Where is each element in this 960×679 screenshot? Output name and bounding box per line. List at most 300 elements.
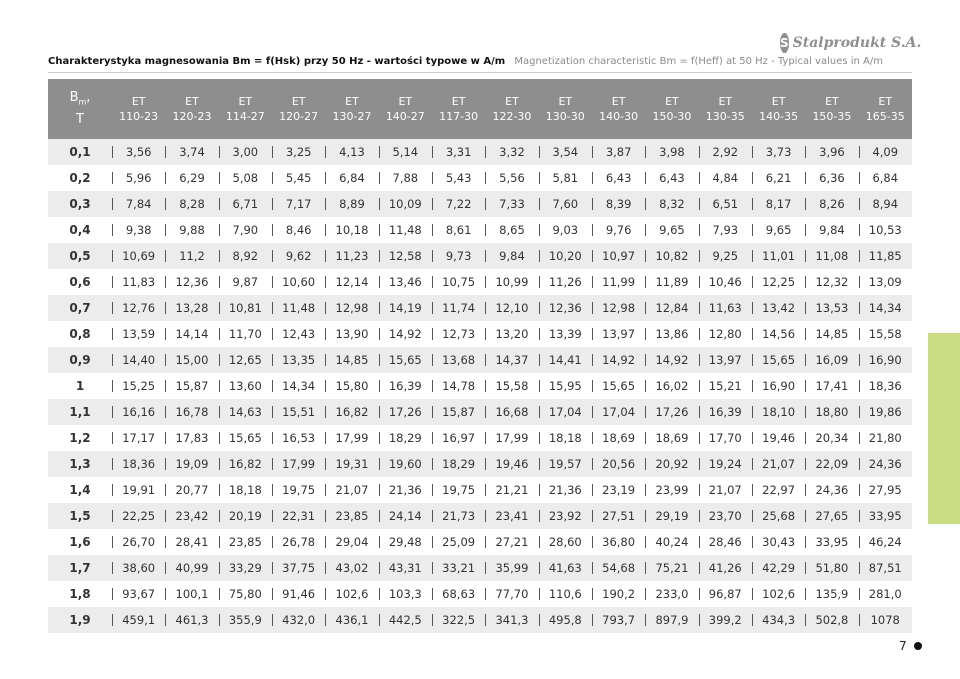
header-column-grade: 150-35	[812, 110, 852, 123]
table-cell: 15,80	[325, 373, 378, 399]
table-cell: 12,80	[699, 321, 752, 347]
header-column-grade: 110-23	[119, 110, 159, 123]
table-cell: 30,43	[752, 529, 805, 555]
table-cell: 10,09	[379, 191, 432, 217]
table-cell: 16,09	[805, 347, 858, 373]
table-cell: 23,42	[165, 503, 218, 529]
table-cell: 9,73	[432, 243, 485, 269]
table-cell: 12,98	[592, 295, 645, 321]
title-english: Magnetization characteristic Bm = f(Heff) at 50 Hz - Typical values in A/m	[514, 56, 883, 67]
row-cells	[112, 607, 912, 633]
table-cell: 13,59	[112, 321, 165, 347]
table-cell: 21,36	[379, 477, 432, 503]
table-cell: 23,41	[485, 503, 538, 529]
table-cell: 20,56	[592, 451, 645, 477]
table-cell: 9,88	[165, 217, 218, 243]
table-cell: 19,46	[752, 425, 805, 451]
table-cell: 27,21	[485, 529, 538, 555]
table-cell: 22,31	[272, 503, 325, 529]
table-cell: 19,86	[859, 399, 912, 425]
table-cell: 18,29	[379, 425, 432, 451]
table-cell: 3,31	[432, 139, 485, 165]
header-column	[379, 79, 432, 139]
table-cell: 14,92	[592, 347, 645, 373]
side-accent-bar	[928, 333, 960, 524]
table-cell: 14,19	[379, 295, 432, 321]
table-cell: 5,81	[539, 165, 592, 191]
header-column-grade: 122-30	[492, 110, 532, 123]
header-column	[112, 79, 165, 139]
table-cell: 41,63	[539, 555, 592, 581]
table-cell: 13,97	[592, 321, 645, 347]
table-cell: 9,76	[592, 217, 645, 243]
table-cell: 6,29	[165, 165, 218, 191]
table-cell: 20,92	[645, 451, 698, 477]
table-header	[48, 79, 912, 139]
table-cell: 6,51	[699, 191, 752, 217]
table-cell: 5,56	[485, 165, 538, 191]
table-cell: 18,69	[592, 425, 645, 451]
row-cells	[112, 321, 912, 347]
table-cell: 25,68	[752, 503, 805, 529]
table-cell: 75,80	[219, 581, 272, 607]
table-cell: 23,85	[219, 529, 272, 555]
table-row	[48, 347, 912, 373]
row-cells	[112, 217, 912, 243]
header-column	[219, 79, 272, 139]
table-cell: 25,09	[432, 529, 485, 555]
header-column	[165, 79, 218, 139]
table-cell: 14,78	[432, 373, 485, 399]
table-cell: 11,89	[645, 269, 698, 295]
header-column	[485, 79, 538, 139]
table-cell: 502,8	[805, 607, 858, 633]
table-cell: 16,97	[432, 425, 485, 451]
table-cell: 15,95	[539, 373, 592, 399]
table-cell: 7,60	[539, 191, 592, 217]
logo-mark-icon: S	[780, 33, 789, 53]
table-cell: 9,87	[219, 269, 272, 295]
table-cell: 12,32	[805, 269, 858, 295]
table-cell: 399,2	[699, 607, 752, 633]
table-cell: 35,99	[485, 555, 538, 581]
row-induction: 0,4	[69, 223, 91, 237]
table-cell: 24,36	[859, 451, 912, 477]
table-cell: 459,1	[112, 607, 165, 633]
table-cell: 10,69	[112, 243, 165, 269]
table-cell: 13,60	[219, 373, 272, 399]
row-cells	[112, 347, 912, 373]
table-cell: 14,40	[112, 347, 165, 373]
logo-text: Stalprodukt S.A.	[792, 35, 922, 51]
row-induction: 0,2	[69, 171, 91, 185]
header-column-grade: 120-27	[279, 110, 319, 123]
header-column-grade: 130-30	[545, 110, 585, 123]
row-induction: 1,4	[69, 483, 91, 497]
row-cells	[112, 269, 912, 295]
table-cell: 21,73	[432, 503, 485, 529]
table-cell: 20,19	[219, 503, 272, 529]
table-cell: 15,65	[752, 347, 805, 373]
table-cell: 3,56	[112, 139, 165, 165]
table-cell: 11,83	[112, 269, 165, 295]
table-row	[48, 373, 912, 399]
header-column	[699, 79, 752, 139]
table-cell: 7,33	[485, 191, 538, 217]
table-cell: 21,36	[539, 477, 592, 503]
data-table	[48, 139, 912, 633]
header-column-type: ET	[238, 95, 253, 108]
table-cell: 4,13	[325, 139, 378, 165]
row-induction: 0,3	[69, 197, 91, 211]
table-cell: 10,97	[592, 243, 645, 269]
table-cell: 16,39	[699, 399, 752, 425]
table-cell: 12,14	[325, 269, 378, 295]
table-cell: 135,9	[805, 581, 858, 607]
table-cell: 27,51	[592, 503, 645, 529]
table-cell: 43,31	[379, 555, 432, 581]
table-cell: 11,01	[752, 243, 805, 269]
header-column-grade: 114-27	[225, 110, 265, 123]
header-column-grade: 117-30	[439, 110, 479, 123]
table-cell: 15,51	[272, 399, 325, 425]
table-cell: 29,48	[379, 529, 432, 555]
table-cell: 2,92	[699, 139, 752, 165]
table-cell: 24,36	[805, 477, 858, 503]
table-cell: 10,60	[272, 269, 325, 295]
table-cell: 8,92	[219, 243, 272, 269]
table-cell: 3,87	[592, 139, 645, 165]
table-cell: 190,2	[592, 581, 645, 607]
table-row	[48, 607, 912, 633]
table-cell: 16,53	[272, 425, 325, 451]
table-cell: 13,20	[485, 321, 538, 347]
table-cell: 14,85	[325, 347, 378, 373]
table-cell: 38,60	[112, 555, 165, 581]
header-column-type: ET	[398, 95, 413, 108]
table-cell: 897,9	[645, 607, 698, 633]
header-column-grade: 120-23	[172, 110, 212, 123]
table-cell: 15,25	[112, 373, 165, 399]
table-cell: 12,73	[432, 321, 485, 347]
table-cell: 12,43	[272, 321, 325, 347]
table-cell: 15,58	[859, 321, 912, 347]
table-cell: 100,1	[165, 581, 218, 607]
table-cell: 18,29	[432, 451, 485, 477]
table-cell: 29,04	[325, 529, 378, 555]
table-cell: 91,46	[272, 581, 325, 607]
header-column-grade: 130-35	[705, 110, 745, 123]
table-cell: 16,16	[112, 399, 165, 425]
table-cell: 18,18	[539, 425, 592, 451]
table-cell: 19,46	[485, 451, 538, 477]
table-cell: 10,53	[859, 217, 912, 243]
header-column-type: ET	[451, 95, 466, 108]
table-cell: 22,25	[112, 503, 165, 529]
table-cell: 17,83	[165, 425, 218, 451]
row-induction: 0,1	[69, 145, 91, 159]
table-cell: 3,54	[539, 139, 592, 165]
table-cell: 23,85	[325, 503, 378, 529]
table-cell: 1078	[859, 607, 912, 633]
row-cells	[112, 139, 912, 165]
header-columns	[112, 79, 912, 139]
table-cell: 28,60	[539, 529, 592, 555]
table-cell: 13,28	[165, 295, 218, 321]
header-column-type: ET	[185, 95, 199, 108]
row-induction: 0,8	[69, 327, 91, 341]
table-cell: 110,6	[539, 581, 592, 607]
table-cell: 23,92	[539, 503, 592, 529]
row-cells	[112, 165, 912, 191]
table-cell: 75,21	[645, 555, 698, 581]
row-cells	[112, 295, 912, 321]
table-cell: 19,75	[272, 477, 325, 503]
table-cell: 96,87	[699, 581, 752, 607]
table-row	[48, 581, 912, 607]
row-induction: 1,6	[69, 535, 91, 549]
table-cell: 495,8	[539, 607, 592, 633]
table-cell: 22,09	[805, 451, 858, 477]
table-cell: 9,25	[699, 243, 752, 269]
table-cell: 18,36	[112, 451, 165, 477]
table-cell: 7,17	[272, 191, 325, 217]
table-cell: 13,68	[432, 347, 485, 373]
table-cell: 9,38	[112, 217, 165, 243]
page-title	[48, 56, 883, 67]
table-cell: 436,1	[325, 607, 378, 633]
header-column-grade: 140-30	[599, 110, 639, 123]
header-column	[432, 79, 485, 139]
table-cell: 3,98	[645, 139, 698, 165]
table-cell: 15,00	[165, 347, 218, 373]
row-cells	[112, 581, 912, 607]
table-cell: 17,17	[112, 425, 165, 451]
table-cell: 33,95	[859, 503, 912, 529]
table-cell: 434,3	[752, 607, 805, 633]
table-cell: 46,24	[859, 529, 912, 555]
row-cells	[112, 529, 912, 555]
header-column	[859, 79, 912, 139]
table-row	[48, 425, 912, 451]
table-cell: 18,10	[752, 399, 805, 425]
table-cell: 6,43	[645, 165, 698, 191]
table-cell: 16,39	[379, 373, 432, 399]
header-column	[539, 79, 592, 139]
table-cell: 23,70	[699, 503, 752, 529]
table-cell: 11,63	[699, 295, 752, 321]
table-cell: 16,68	[485, 399, 538, 425]
header-column	[592, 79, 645, 139]
table-cell: 14,85	[805, 321, 858, 347]
table-cell: 4,09	[859, 139, 912, 165]
table-cell: 14,56	[752, 321, 805, 347]
table-cell: 33,29	[219, 555, 272, 581]
header-b-sub: m	[78, 97, 87, 107]
table-cell: 18,80	[805, 399, 858, 425]
table-cell: 6,36	[805, 165, 858, 191]
table-cell: 36,80	[592, 529, 645, 555]
table-cell: 10,46	[699, 269, 752, 295]
table-cell: 9,65	[752, 217, 805, 243]
table-cell: 281,0	[859, 581, 912, 607]
header-b-unit: T	[76, 112, 84, 128]
table-cell: 16,78	[165, 399, 218, 425]
table-cell: 21,21	[485, 477, 538, 503]
table-cell: 17,26	[645, 399, 698, 425]
table-cell: 17,41	[805, 373, 858, 399]
table-cell: 11,2	[165, 243, 218, 269]
table-cell: 793,7	[592, 607, 645, 633]
table-cell: 10,99	[485, 269, 538, 295]
table-cell: 23,99	[645, 477, 698, 503]
table-cell: 355,9	[219, 607, 272, 633]
table-cell: 15,58	[485, 373, 538, 399]
table-cell: 23,19	[592, 477, 645, 503]
table-row	[48, 191, 912, 217]
header-column-type: ET	[771, 95, 786, 108]
table-cell: 5,08	[219, 165, 272, 191]
table-cell: 27,95	[859, 477, 912, 503]
header-column-type: ET	[611, 95, 626, 108]
table-cell: 5,14	[379, 139, 432, 165]
table-cell: 432,0	[272, 607, 325, 633]
table-cell: 13,39	[539, 321, 592, 347]
table-cell: 87,51	[859, 555, 912, 581]
table-cell: 54,68	[592, 555, 645, 581]
table-cell: 14,34	[859, 295, 912, 321]
page-number-text: 7	[899, 639, 907, 653]
table-cell: 20,34	[805, 425, 858, 451]
table-cell: 9,65	[645, 217, 698, 243]
table-cell: 10,82	[645, 243, 698, 269]
table-cell: 8,26	[805, 191, 858, 217]
header-column-type: ET	[345, 95, 359, 108]
header-column-type: ET	[718, 95, 733, 108]
table-cell: 18,69	[645, 425, 698, 451]
table-cell: 12,84	[645, 295, 698, 321]
table-cell: 12,36	[539, 295, 592, 321]
header-column-grade: 130-27	[332, 110, 372, 123]
table-cell: 7,22	[432, 191, 485, 217]
table-cell: 6,84	[325, 165, 378, 191]
row-cells	[112, 555, 912, 581]
row-cells	[112, 503, 912, 529]
header-column-grade: 140-35	[759, 110, 799, 123]
table-row	[48, 529, 912, 555]
table-cell: 13,97	[699, 347, 752, 373]
table-cell: 7,88	[379, 165, 432, 191]
header-column	[752, 79, 805, 139]
table-cell: 11,74	[432, 295, 485, 321]
table-cell: 4,84	[699, 165, 752, 191]
table-cell: 17,04	[592, 399, 645, 425]
row-induction: 0,6	[69, 275, 91, 289]
table-cell: 11,99	[592, 269, 645, 295]
table-row	[48, 295, 912, 321]
header-column-type: ET	[825, 95, 839, 108]
row-induction: 1,9	[69, 613, 91, 627]
table-row	[48, 399, 912, 425]
table-cell: 102,6	[325, 581, 378, 607]
table-cell: 9,84	[485, 243, 538, 269]
table-cell: 8,32	[645, 191, 698, 217]
table-cell: 11,48	[272, 295, 325, 321]
header-column-grade: 165-35	[865, 110, 905, 123]
table-cell: 14,63	[219, 399, 272, 425]
table-cell: 17,99	[272, 451, 325, 477]
table-cell: 7,84	[112, 191, 165, 217]
table-cell: 12,25	[752, 269, 805, 295]
table-cell: 14,92	[379, 321, 432, 347]
header-b-label: B	[69, 89, 79, 105]
table-cell: 3,25	[272, 139, 325, 165]
table-cell: 18,18	[219, 477, 272, 503]
header-column	[272, 79, 325, 139]
table-cell: 21,80	[859, 425, 912, 451]
table-cell: 13,53	[805, 295, 858, 321]
table-cell: 17,99	[325, 425, 378, 451]
table-cell: 11,70	[219, 321, 272, 347]
table-cell: 22,97	[752, 477, 805, 503]
table-row	[48, 139, 912, 165]
table-cell: 24,14	[379, 503, 432, 529]
table-cell: 15,65	[379, 347, 432, 373]
table-cell: 21,07	[325, 477, 378, 503]
table-cell: 13,42	[752, 295, 805, 321]
table-cell: 9,62	[272, 243, 325, 269]
page-dot-icon	[914, 642, 922, 650]
table-cell: 442,5	[379, 607, 432, 633]
table-cell: 5,43	[432, 165, 485, 191]
table-cell: 3,74	[165, 139, 218, 165]
table-cell: 19,91	[112, 477, 165, 503]
table-cell: 15,87	[165, 373, 218, 399]
row-cells	[112, 477, 912, 503]
table-cell: 17,70	[699, 425, 752, 451]
table-cell: 15,87	[432, 399, 485, 425]
row-induction: 1	[75, 379, 85, 393]
title-polish: Charakterystyka magnesowania Bm = f(Hsk) przy 50 Hz - wartości typowe w A/m	[48, 56, 506, 67]
table-cell: 21,07	[752, 451, 805, 477]
table-cell: 11,48	[379, 217, 432, 243]
table-cell: 16,82	[325, 399, 378, 425]
row-induction: 0,5	[69, 249, 91, 263]
table-cell: 14,14	[165, 321, 218, 347]
row-induction: 0,9	[69, 353, 91, 367]
table-cell: 17,99	[485, 425, 538, 451]
header-induction	[48, 79, 112, 139]
table-cell: 322,5	[432, 607, 485, 633]
table-row	[48, 269, 912, 295]
row-induction: 1,3	[69, 457, 91, 471]
table-cell: 42,29	[752, 555, 805, 581]
table-cell: 6,21	[752, 165, 805, 191]
table-row	[48, 165, 912, 191]
table-cell: 3,73	[752, 139, 805, 165]
table-cell: 28,46	[699, 529, 752, 555]
table-cell: 12,36	[165, 269, 218, 295]
header-column-type: ET	[558, 95, 573, 108]
table-cell: 15,65	[219, 425, 272, 451]
header-b-comma: ,	[86, 89, 91, 105]
table-cell: 19,09	[165, 451, 218, 477]
table-cell: 11,85	[859, 243, 912, 269]
table-cell: 16,90	[859, 347, 912, 373]
table-cell: 33,95	[805, 529, 858, 555]
table-row	[48, 217, 912, 243]
row-induction: 1,2	[69, 431, 91, 445]
